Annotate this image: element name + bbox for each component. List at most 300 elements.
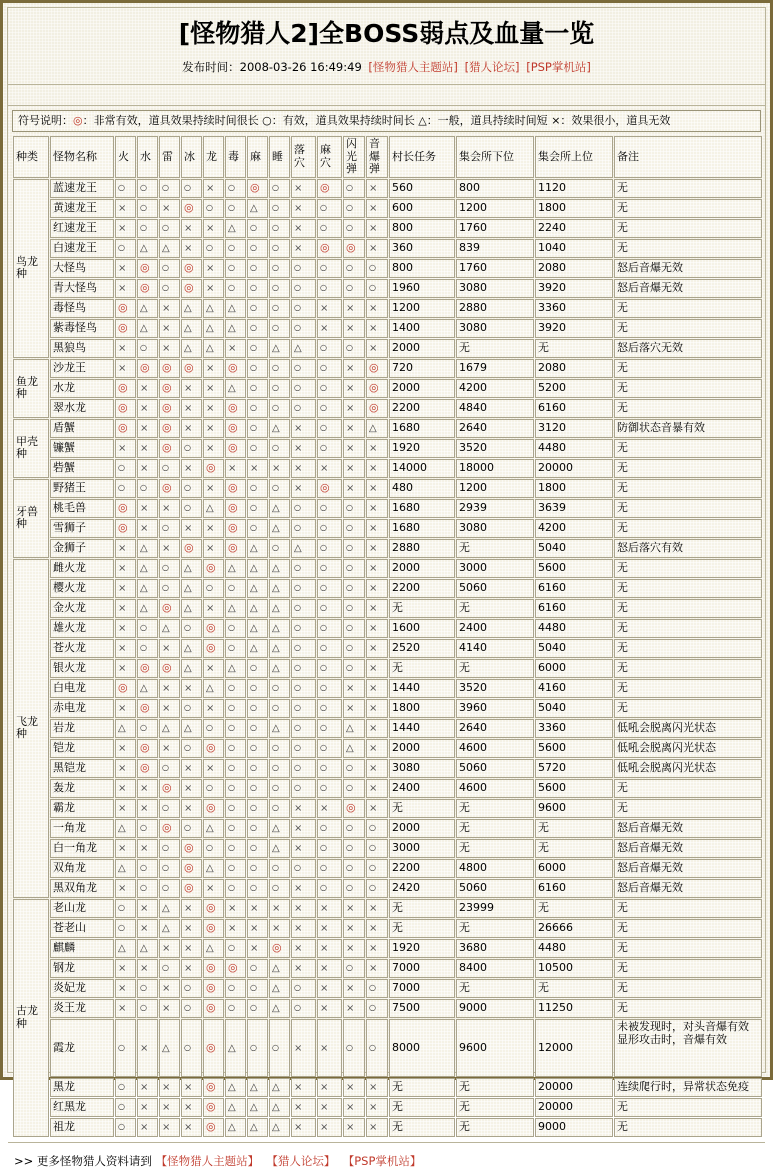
effect-symbol-icon: × bbox=[184, 903, 193, 915]
effect-symbol-icon: ○ bbox=[346, 523, 353, 533]
effect-cell bbox=[247, 179, 268, 198]
effect-cell bbox=[137, 879, 158, 898]
effect-cell bbox=[137, 999, 158, 1018]
effect-symbol-icon: ◎ bbox=[228, 961, 238, 975]
header-link-psp[interactable]: [PSP掌机站] bbox=[526, 60, 591, 75]
effect-cell bbox=[317, 279, 342, 298]
effect-cell bbox=[247, 959, 268, 978]
effect-cell bbox=[181, 759, 202, 778]
effect-symbol-icon: ○ bbox=[320, 443, 327, 453]
effect-symbol-icon: × bbox=[206, 763, 215, 775]
effect-symbol-icon: ○ bbox=[294, 283, 301, 293]
effect-symbol-icon: ○ bbox=[118, 483, 125, 493]
effect-cell bbox=[291, 879, 316, 898]
guild-low-hp-cell: 4600 bbox=[456, 779, 534, 798]
effect-cell bbox=[159, 779, 180, 798]
effect-cell bbox=[269, 359, 290, 378]
th-water: 水 bbox=[137, 136, 158, 178]
effect-cell bbox=[269, 499, 290, 518]
effect-cell bbox=[291, 659, 316, 678]
effect-symbol-icon: ○ bbox=[346, 183, 353, 193]
guild-low-hp-cell: 1200 bbox=[456, 199, 534, 218]
guild-low-hp-cell: 3960 bbox=[456, 699, 534, 718]
guild-low-hp-cell: 1760 bbox=[456, 219, 534, 238]
effect-cell bbox=[247, 499, 268, 518]
monster-name-cell: 铠龙 bbox=[50, 739, 114, 758]
effect-cell bbox=[181, 799, 202, 818]
village-quest-hp-cell: 2200 bbox=[389, 399, 455, 418]
effect-cell bbox=[291, 1078, 316, 1097]
effect-symbol-icon: × bbox=[228, 463, 237, 475]
effect-symbol-icon: △ bbox=[118, 823, 126, 835]
effect-cell bbox=[225, 579, 246, 598]
effect-cell bbox=[181, 239, 202, 258]
effect-cell bbox=[181, 679, 202, 698]
effect-cell bbox=[247, 819, 268, 838]
effect-cell bbox=[203, 319, 224, 338]
village-quest-hp-cell: 14000 bbox=[389, 459, 455, 478]
effect-symbol-icon: × bbox=[369, 723, 378, 735]
effect-symbol-icon: ○ bbox=[118, 1102, 125, 1112]
effect-symbol-icon: × bbox=[294, 963, 303, 975]
table-row bbox=[13, 639, 762, 658]
footer-link-forum[interactable]: 【猎人论坛】 bbox=[266, 1153, 336, 1168]
effect-cell bbox=[115, 559, 136, 578]
effect-cell bbox=[291, 559, 316, 578]
effect-symbol-icon: ○ bbox=[250, 663, 257, 673]
village-quest-hp-cell: 600 bbox=[389, 199, 455, 218]
effect-cell bbox=[317, 759, 342, 778]
publish-line bbox=[8, 59, 765, 75]
effect-cell bbox=[291, 999, 316, 1018]
guild-high-hp-cell: 3920 bbox=[535, 319, 613, 338]
monster-name-cell: 麒麟 bbox=[50, 939, 114, 958]
guild-high-hp-cell: 5600 bbox=[535, 559, 613, 578]
guild-low-hp-cell: 800 bbox=[456, 179, 534, 198]
effect-symbol-icon: ○ bbox=[272, 803, 279, 813]
effect-symbol-icon: × bbox=[346, 463, 355, 475]
effect-cell bbox=[137, 259, 158, 278]
effect-cell bbox=[115, 759, 136, 778]
effect-cell bbox=[366, 219, 388, 238]
effect-cell bbox=[115, 859, 136, 878]
effect-cell bbox=[317, 1078, 342, 1097]
effect-symbol-icon: × bbox=[118, 763, 127, 775]
effect-cell bbox=[181, 219, 202, 238]
effect-cell bbox=[225, 359, 246, 378]
effect-cell bbox=[247, 519, 268, 538]
effect-symbol-icon: ○ bbox=[206, 783, 213, 793]
effect-cell bbox=[269, 699, 290, 718]
effect-symbol-icon: × bbox=[320, 923, 329, 935]
effect-symbol-icon: × bbox=[162, 543, 171, 555]
effect-symbol-icon: × bbox=[369, 783, 378, 795]
effect-cell bbox=[181, 579, 202, 598]
effect-symbol-icon: ○ bbox=[206, 243, 213, 253]
effect-cell bbox=[247, 899, 268, 918]
effect-symbol-icon: △ bbox=[294, 543, 302, 555]
effect-cell bbox=[181, 739, 202, 758]
effect-symbol-icon: ○ bbox=[320, 883, 327, 893]
effect-symbol-icon: ◎ bbox=[162, 821, 172, 835]
table-row bbox=[13, 479, 762, 498]
village-quest-hp-cell: 800 bbox=[389, 219, 455, 238]
effect-cell bbox=[181, 639, 202, 658]
guild-high-hp-cell: 4480 bbox=[535, 939, 613, 958]
effect-cell bbox=[317, 1118, 342, 1137]
effect-cell bbox=[269, 599, 290, 618]
effect-symbol-icon: ○ bbox=[228, 703, 235, 713]
effect-cell bbox=[137, 1098, 158, 1117]
effect-cell bbox=[269, 779, 290, 798]
table-row bbox=[13, 199, 762, 218]
village-quest-hp-cell: 2000 bbox=[389, 559, 455, 578]
effect-symbol-icon: × bbox=[118, 203, 127, 215]
effect-cell bbox=[115, 799, 136, 818]
remarks-cell: 无 bbox=[614, 1118, 762, 1137]
effect-cell bbox=[317, 239, 342, 258]
th-remarks: 备注 bbox=[614, 136, 762, 178]
effect-cell bbox=[159, 679, 180, 698]
category-cell: 飞龙种 bbox=[13, 559, 49, 898]
effect-symbol-icon: × bbox=[118, 643, 127, 655]
effect-cell bbox=[247, 859, 268, 878]
table-row bbox=[13, 559, 762, 578]
effect-cell bbox=[159, 499, 180, 518]
effect-symbol-icon: △ bbox=[118, 723, 126, 735]
effect-symbol-icon: ○ bbox=[272, 283, 279, 293]
effect-symbol-icon: × bbox=[206, 883, 215, 895]
table-row bbox=[13, 719, 762, 738]
effect-symbol-icon: ○ bbox=[228, 983, 235, 993]
effect-symbol-icon: ◎ bbox=[206, 1040, 216, 1054]
effect-symbol-icon: ○ bbox=[320, 283, 327, 293]
guild-high-hp-cell: 5200 bbox=[535, 379, 613, 398]
effect-symbol-icon: △ bbox=[272, 503, 280, 515]
effect-cell bbox=[115, 879, 136, 898]
footer-link-psp[interactable]: 【PSP掌机站】 bbox=[342, 1153, 422, 1168]
guild-high-hp-cell: 20000 bbox=[535, 1098, 613, 1117]
effect-symbol-icon: ○ bbox=[228, 783, 235, 793]
table-row bbox=[13, 319, 762, 338]
effect-cell bbox=[137, 319, 158, 338]
effect-cell bbox=[225, 1078, 246, 1097]
page-inner-frame bbox=[7, 7, 766, 1168]
effect-cell bbox=[159, 219, 180, 238]
remarks-cell: 无 bbox=[614, 1098, 762, 1117]
effect-symbol-icon: ○ bbox=[228, 683, 235, 693]
effect-cell bbox=[181, 999, 202, 1018]
monster-name-cell: 祖龙 bbox=[50, 1118, 114, 1137]
effect-cell bbox=[115, 179, 136, 198]
effect-cell bbox=[269, 299, 290, 318]
effect-cell bbox=[291, 939, 316, 958]
effect-cell bbox=[203, 599, 224, 618]
effect-symbol-icon: ○ bbox=[272, 223, 279, 233]
effect-cell bbox=[269, 799, 290, 818]
monster-name-cell: 金狮子 bbox=[50, 539, 114, 558]
effect-cell bbox=[291, 459, 316, 478]
effect-symbol-icon: ○ bbox=[250, 243, 257, 253]
effect-symbol-icon: ○ bbox=[206, 723, 213, 733]
effect-symbol-icon: ○ bbox=[294, 263, 301, 273]
effect-symbol-icon: × bbox=[294, 1122, 303, 1134]
effect-cell bbox=[115, 679, 136, 698]
effect-cell bbox=[115, 939, 136, 958]
effect-cell bbox=[159, 299, 180, 318]
effect-cell bbox=[343, 519, 365, 538]
effect-cell bbox=[203, 859, 224, 878]
effect-symbol-icon: ○ bbox=[184, 503, 191, 513]
effect-cell bbox=[115, 219, 136, 238]
effect-cell bbox=[366, 739, 388, 758]
effect-symbol-icon: ○ bbox=[184, 983, 191, 993]
effect-cell bbox=[317, 419, 342, 438]
effect-symbol-icon: △ bbox=[206, 863, 214, 875]
effect-symbol-icon: ○ bbox=[294, 403, 301, 413]
table-row bbox=[13, 699, 762, 718]
effect-cell bbox=[203, 699, 224, 718]
effect-cell bbox=[137, 339, 158, 358]
effect-cell bbox=[137, 819, 158, 838]
effect-cell bbox=[269, 1098, 290, 1117]
village-quest-hp-cell: 无 bbox=[389, 599, 455, 618]
effect-cell bbox=[203, 999, 224, 1018]
effect-cell bbox=[203, 299, 224, 318]
effect-symbol-icon: ○ bbox=[346, 543, 353, 553]
effect-cell bbox=[137, 439, 158, 458]
category-cell: 古龙种 bbox=[13, 899, 49, 1137]
remarks-cell: 无 bbox=[614, 559, 762, 578]
effect-cell bbox=[317, 379, 342, 398]
effect-cell bbox=[343, 899, 365, 918]
effect-symbol-icon: ○ bbox=[140, 483, 147, 493]
th-thunder: 雷 bbox=[159, 136, 180, 178]
effect-symbol-icon: ◎ bbox=[184, 861, 194, 875]
effect-symbol-icon: ○ bbox=[369, 863, 376, 873]
effect-symbol-icon: × bbox=[250, 943, 259, 955]
table-row bbox=[13, 839, 762, 858]
effect-symbol-icon: ○ bbox=[272, 483, 279, 493]
effect-symbol-icon: ○ bbox=[346, 883, 353, 893]
effect-symbol-icon: ○ bbox=[272, 263, 279, 273]
guild-low-hp-cell: 无 bbox=[456, 1118, 534, 1137]
effect-symbol-icon: × bbox=[369, 503, 378, 515]
village-quest-hp-cell: 360 bbox=[389, 239, 455, 258]
table-row bbox=[13, 1118, 762, 1137]
effect-symbol-icon: ◎ bbox=[228, 421, 238, 435]
effect-cell bbox=[343, 979, 365, 998]
effect-cell bbox=[291, 379, 316, 398]
effect-symbol-icon: ○ bbox=[140, 723, 147, 733]
guild-high-hp-cell: 6160 bbox=[535, 599, 613, 618]
effect-symbol-icon: ○ bbox=[184, 443, 191, 453]
effect-cell bbox=[203, 819, 224, 838]
monster-name-cell: 金火龙 bbox=[50, 599, 114, 618]
effect-symbol-icon: ○ bbox=[206, 843, 213, 853]
effect-cell bbox=[115, 919, 136, 938]
monster-name-cell: 白速龙王 bbox=[50, 239, 114, 258]
guild-low-hp-cell: 无 bbox=[456, 1098, 534, 1117]
effect-cell bbox=[317, 559, 342, 578]
effect-cell bbox=[225, 1118, 246, 1137]
effect-cell bbox=[247, 739, 268, 758]
effect-cell bbox=[225, 479, 246, 498]
effect-cell bbox=[115, 279, 136, 298]
effect-symbol-icon: ○ bbox=[346, 223, 353, 233]
effect-symbol-icon: × bbox=[206, 523, 215, 535]
effect-cell bbox=[269, 819, 290, 838]
effect-cell bbox=[291, 399, 316, 418]
effect-symbol-icon: ○ bbox=[228, 243, 235, 253]
guild-low-hp-cell: 2939 bbox=[456, 499, 534, 518]
village-quest-hp-cell: 8000 bbox=[389, 1019, 455, 1077]
effect-symbol-icon: × bbox=[140, 443, 149, 455]
effect-symbol-icon: × bbox=[184, 923, 193, 935]
effect-symbol-icon: ○ bbox=[294, 523, 301, 533]
monster-name-cell: 炎妃龙 bbox=[50, 979, 114, 998]
category-cell: 鱼龙种 bbox=[13, 359, 49, 418]
effect-symbol-icon: △ bbox=[250, 583, 258, 595]
effect-cell bbox=[343, 659, 365, 678]
guild-high-hp-cell: 无 bbox=[535, 839, 613, 858]
effect-symbol-icon: ○ bbox=[206, 203, 213, 213]
remarks-cell: 无 bbox=[614, 639, 762, 658]
effect-cell bbox=[291, 1098, 316, 1117]
effect-cell bbox=[269, 559, 290, 578]
effect-symbol-icon: △ bbox=[272, 963, 280, 975]
guild-high-hp-cell: 6000 bbox=[535, 659, 613, 678]
effect-symbol-icon: × bbox=[118, 663, 127, 675]
effect-symbol-icon: ○ bbox=[369, 883, 376, 893]
guild-high-hp-cell: 5040 bbox=[535, 699, 613, 718]
village-quest-hp-cell: 2400 bbox=[389, 779, 455, 798]
effect-symbol-icon: ○ bbox=[369, 1042, 376, 1052]
effect-symbol-icon: × bbox=[369, 583, 378, 595]
effect-cell bbox=[115, 819, 136, 838]
effect-symbol-icon: × bbox=[206, 383, 215, 395]
effect-symbol-icon: × bbox=[184, 223, 193, 235]
effect-cell bbox=[181, 339, 202, 358]
effect-cell bbox=[115, 519, 136, 538]
effect-symbol-icon: ○ bbox=[140, 983, 147, 993]
table-row bbox=[13, 759, 762, 778]
effect-cell bbox=[159, 239, 180, 258]
th-sleep: 睡 bbox=[269, 136, 290, 178]
effect-symbol-icon: × bbox=[369, 963, 378, 975]
effect-cell bbox=[269, 999, 290, 1018]
effect-cell bbox=[159, 879, 180, 898]
effect-cell bbox=[247, 699, 268, 718]
effect-symbol-icon: △ bbox=[140, 683, 148, 695]
table-row bbox=[13, 819, 762, 838]
effect-symbol-icon: ○ bbox=[162, 263, 169, 273]
effect-cell bbox=[181, 479, 202, 498]
effect-symbol-icon: × bbox=[294, 843, 303, 855]
effect-symbol-icon: ○ bbox=[250, 383, 257, 393]
th-monster-name: 怪物名称 bbox=[50, 136, 114, 178]
effect-symbol-icon: ◎ bbox=[162, 601, 172, 615]
effect-cell bbox=[269, 179, 290, 198]
effect-symbol-icon: × bbox=[346, 483, 355, 495]
effect-cell bbox=[203, 199, 224, 218]
effect-symbol-icon: ○ bbox=[140, 183, 147, 193]
effect-cell bbox=[159, 319, 180, 338]
effect-cell bbox=[181, 619, 202, 638]
effect-cell bbox=[137, 659, 158, 678]
header-link-mh-site[interactable]: [怪物猎人主题站] bbox=[368, 60, 458, 75]
effect-cell bbox=[247, 399, 268, 418]
effect-cell bbox=[291, 799, 316, 818]
effect-cell bbox=[225, 439, 246, 458]
legend-text-1: ：有效，道具效果持续时间长 bbox=[271, 114, 415, 128]
effect-symbol-icon: × bbox=[206, 603, 215, 615]
effect-symbol-icon: ◎ bbox=[206, 961, 216, 975]
effect-cell bbox=[181, 599, 202, 618]
th-pitfall-trap: 落穴 bbox=[291, 136, 316, 178]
remarks-cell: 无 bbox=[614, 919, 762, 938]
effect-cell bbox=[366, 859, 388, 878]
guild-low-hp-cell: 5060 bbox=[456, 759, 534, 778]
effect-symbol-icon: ○ bbox=[369, 1003, 376, 1013]
effect-cell bbox=[115, 999, 136, 1018]
guild-low-hp-cell: 1200 bbox=[456, 479, 534, 498]
effect-cell bbox=[291, 359, 316, 378]
guild-high-hp-cell: 无 bbox=[535, 339, 613, 358]
remarks-cell: 怒后音爆无效 bbox=[614, 279, 762, 298]
effect-cell bbox=[343, 619, 365, 638]
effect-cell bbox=[159, 1078, 180, 1097]
effect-cell bbox=[317, 879, 342, 898]
effect-symbol-icon: × bbox=[118, 803, 127, 815]
effect-symbol-icon: × bbox=[369, 1082, 378, 1094]
effect-symbol-icon: × bbox=[140, 403, 149, 415]
village-quest-hp-cell: 2000 bbox=[389, 819, 455, 838]
effect-cell bbox=[159, 1118, 180, 1137]
effect-cell bbox=[137, 679, 158, 698]
monster-name-cell: 紫毒怪鸟 bbox=[50, 319, 114, 338]
header-link-forum[interactable]: [猎人论坛] bbox=[464, 60, 520, 75]
village-quest-hp-cell: 2880 bbox=[389, 539, 455, 558]
table-row bbox=[13, 739, 762, 758]
effect-cell bbox=[137, 479, 158, 498]
effect-cell bbox=[247, 259, 268, 278]
effect-cell bbox=[225, 459, 246, 478]
effect-cell bbox=[317, 359, 342, 378]
effect-cell bbox=[317, 739, 342, 758]
effect-symbol-icon: ○ bbox=[228, 183, 235, 193]
guild-low-hp-cell: 8400 bbox=[456, 959, 534, 978]
effect-symbol-icon: × bbox=[118, 963, 127, 975]
effect-symbol-icon: ◎ bbox=[320, 481, 330, 495]
guild-low-hp-cell: 无 bbox=[456, 819, 534, 838]
effect-symbol-icon: ○ bbox=[272, 183, 279, 193]
effect-cell bbox=[317, 319, 342, 338]
effect-cell bbox=[366, 899, 388, 918]
effect-cell bbox=[317, 479, 342, 498]
effect-cell bbox=[291, 579, 316, 598]
effect-symbol-icon: ○ bbox=[346, 963, 353, 973]
effect-symbol-icon: ○ bbox=[250, 783, 257, 793]
footer-link-mh-site[interactable]: 【怪物猎人主题站】 bbox=[155, 1153, 260, 1168]
effect-cell bbox=[137, 1118, 158, 1137]
effect-symbol-icon: ○ bbox=[272, 243, 279, 253]
effect-symbol-icon: × bbox=[140, 803, 149, 815]
effect-cell bbox=[291, 599, 316, 618]
effect-symbol-icon: ○ bbox=[346, 843, 353, 853]
effect-symbol-icon: ○ bbox=[140, 643, 147, 653]
guild-high-hp-cell: 9600 bbox=[535, 799, 613, 818]
